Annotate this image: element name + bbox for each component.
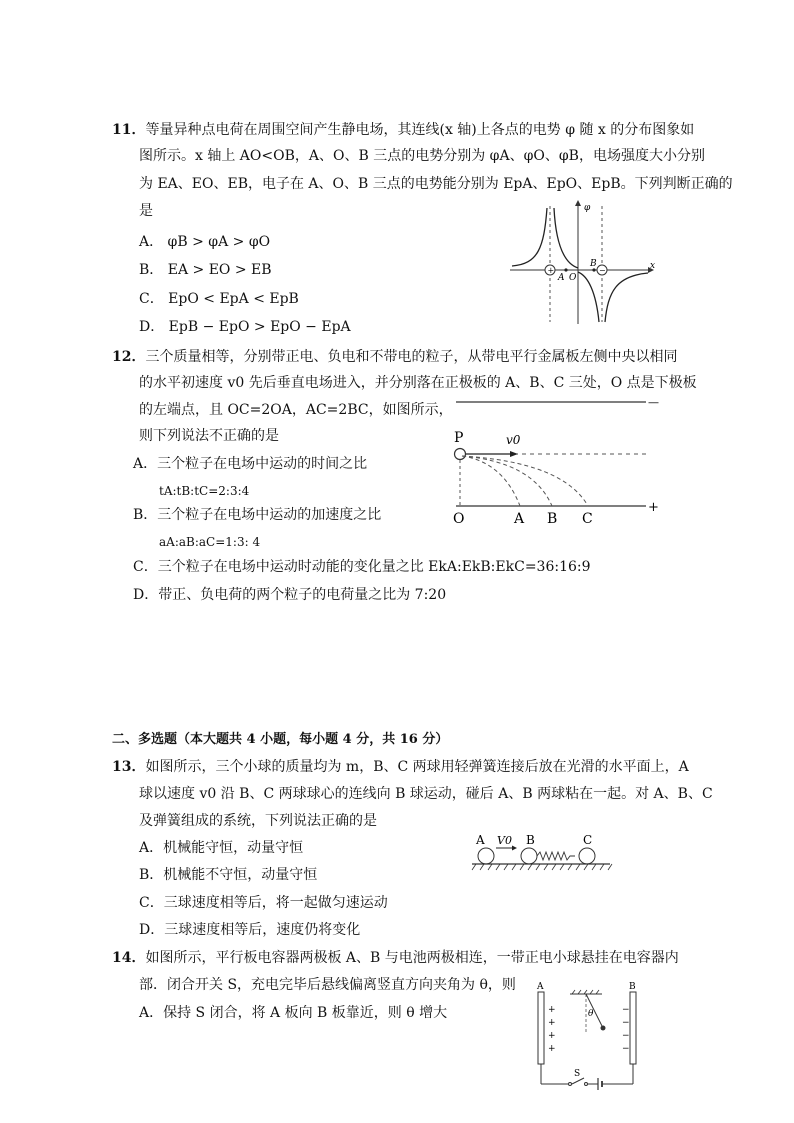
q11-option-c: C． EpO < EpA < EpB bbox=[139, 291, 299, 307]
q13-option-d: D．三球速度相等后，速度仍将变化 bbox=[139, 922, 361, 938]
q12-line1 bbox=[112, 347, 677, 367]
q12-bottom-plus: + bbox=[648, 500, 659, 515]
svg-text:−: − bbox=[622, 1044, 630, 1054]
q12-label-v0: v0 bbox=[506, 433, 521, 447]
q11-graph-b: B bbox=[590, 259, 597, 269]
q14-label-b: B bbox=[629, 982, 636, 992]
q14-label-s: S bbox=[574, 1069, 581, 1079]
svg-text:+: + bbox=[548, 1005, 556, 1015]
q11-option-b: B． EA > EO > EB bbox=[139, 262, 272, 278]
svg-text:+: + bbox=[547, 266, 555, 275]
q12-option-a: A．三个粒子在电场中运动的时间之比 bbox=[133, 456, 368, 472]
q11-option-a: A． φB > φA > φO bbox=[139, 234, 271, 250]
q11-line4: 是 bbox=[139, 203, 153, 219]
q11-potential-graph bbox=[508, 198, 658, 328]
q14-label-a: A bbox=[537, 982, 544, 992]
q12-option-d: D．带正、负电荷的两个粒子的电荷量之比为 7:20 bbox=[133, 587, 447, 603]
q13-number: 13． bbox=[112, 759, 146, 775]
q11-option-d: D． EpB − EpO > EpO − EpA bbox=[139, 319, 351, 335]
q13-line2: 球以速度 v0 沿 B、C 两球球心的连线向 B 球运动，碰后 A、B 两球粘在一起。对 A、B、C bbox=[139, 786, 713, 802]
q12-option-b: B．三个粒子在电场中运动的加速度之比 bbox=[133, 507, 382, 523]
q13-option-c: C．三球速度相等后，将一起做匀速运动 bbox=[139, 895, 388, 911]
q13-balls-diagram bbox=[470, 830, 620, 876]
q13-option-a: A．机械能守恒，动量守恒 bbox=[139, 840, 304, 856]
q11-graph-o: O bbox=[569, 273, 577, 283]
q13-label-b: B bbox=[526, 833, 535, 847]
q13-label-a: A bbox=[476, 833, 485, 847]
q11-line2: 图所示。x 轴上 AO<OB，A、O、B 三点的电势分别为 φA、φO、φB，电场强度大小分别 bbox=[139, 148, 705, 164]
svg-text:+: + bbox=[548, 1018, 556, 1028]
q12-capacitor-diagram bbox=[448, 392, 668, 528]
q14-capacitor-diagram bbox=[522, 980, 662, 1092]
q12-label-p: P bbox=[454, 430, 464, 446]
q12-option-c: C．三个粒子在电场中运动时动能的变化量之比 EkA:EkB:EkC=36:16:9 bbox=[133, 559, 591, 575]
q11-number: 11． bbox=[112, 122, 146, 138]
q12-label-c: C bbox=[582, 511, 593, 527]
q12-label-a: A bbox=[514, 511, 525, 527]
q12-option-b-ratio: aA:aB:aC=1:3: 4 bbox=[159, 535, 261, 549]
q12-line2: 的水平初速度 v0 先后垂直电场进入，并分别落在正极板的 A、B、C 三处，O 点是下极板 bbox=[139, 375, 697, 391]
q12-label-o: O bbox=[453, 511, 465, 527]
svg-text:−: − bbox=[622, 1018, 630, 1028]
svg-text:−: − bbox=[622, 1005, 630, 1015]
q13-line3: 及弹簧组成的系统，下列说法正确的是 bbox=[139, 813, 377, 829]
section-2-title: 二、多选题（本大题共 4 小题，每小题 4 分，共 16 分） bbox=[112, 732, 449, 747]
q14-text1: 如图所示，平行板电容器两极板 A、B 与电池两极相连，一带正电小球悬挂在电容器内 bbox=[145, 950, 679, 966]
q14-line1 bbox=[112, 948, 679, 968]
q11-text1: 等量异种点电荷在周围空间产生静电场，其连线(x 轴)上各点的电势 φ 随 x 的分布图象如 bbox=[145, 122, 695, 138]
svg-text:+: + bbox=[548, 1031, 556, 1041]
q14-line2: 部．闭合开关 S，充电完毕后悬线偏离竖直方向夹角为 θ，则 bbox=[139, 977, 516, 993]
svg-text:−: − bbox=[599, 266, 606, 275]
q12-top-minus: — bbox=[648, 396, 659, 409]
q11-line1 bbox=[112, 120, 694, 140]
q14-label-theta: θ bbox=[588, 1009, 594, 1019]
q12-text1: 三个质量相等，分别带正电、负电和不带电的粒子，从带电平行金属板左侧中央以相同 bbox=[145, 349, 678, 365]
q14-number: 14． bbox=[112, 950, 146, 966]
q13-label-c: C bbox=[583, 833, 593, 847]
q12-line3: 的左端点，且 OC=2OA，AC=2BC，如图所示， bbox=[139, 402, 453, 418]
q11-line3: 为 EA、EO、EB，电子在 A、O、B 三点的电势能分别为 EpA、EpO、EpB。下列判断正确的 bbox=[139, 176, 733, 192]
svg-text:−: − bbox=[622, 1031, 630, 1041]
q11-graph-phi: φ bbox=[584, 203, 591, 213]
svg-text:+: + bbox=[548, 1044, 556, 1054]
q13-option-b: B．机械能不守恒，动量守恒 bbox=[139, 867, 318, 883]
q13-label-v0: V0 bbox=[497, 834, 512, 847]
q12-label-b: B bbox=[547, 511, 558, 527]
q11-graph-a: A bbox=[558, 273, 565, 283]
q11-graph-x: x bbox=[650, 261, 656, 271]
q12-number: 12． bbox=[112, 349, 146, 365]
q13-line1 bbox=[112, 757, 689, 777]
q12-option-a-ratio: tA:tB:tC=2:3:4 bbox=[159, 484, 250, 498]
q13-text1: 如图所示，三个小球的质量均为 m，B、C 两球用轻弹簧连接后放在光滑的水平面上，A bbox=[145, 759, 689, 775]
q12-line4: 则下列说法不正确的是 bbox=[139, 428, 279, 444]
q14-option-a: A．保持 S 闭合，将 A 板向 B 板靠近，则 θ 增大 bbox=[139, 1005, 448, 1021]
